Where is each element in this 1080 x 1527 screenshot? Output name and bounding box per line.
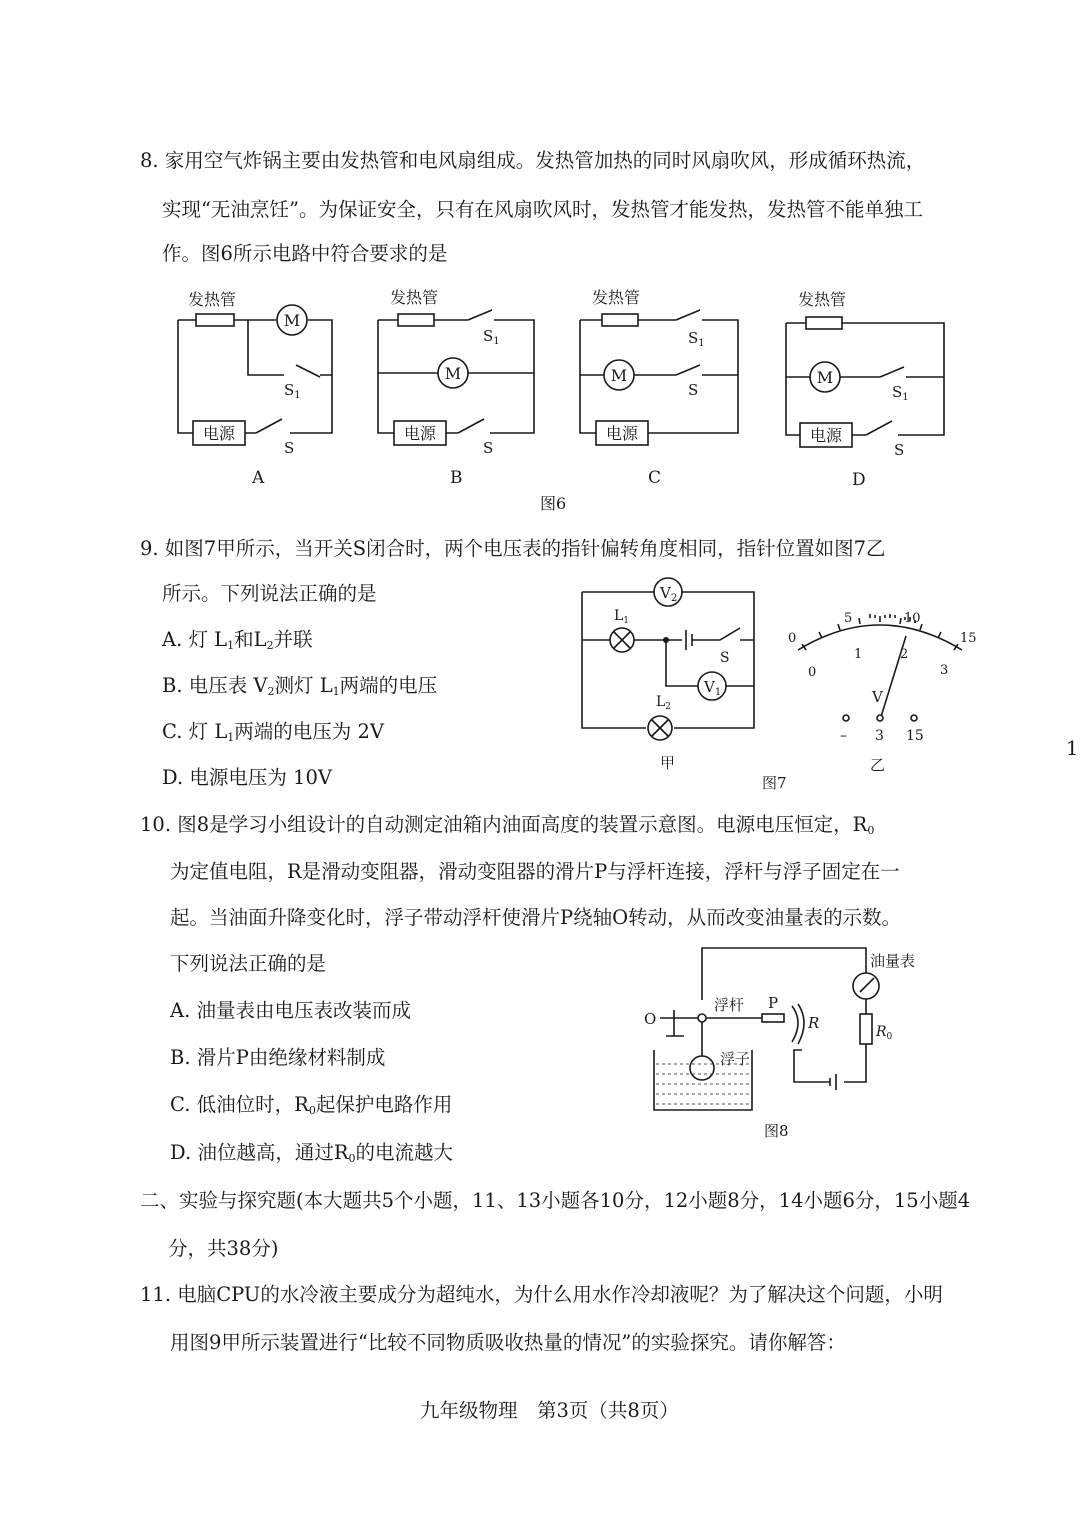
svg-text:10: 10 — [904, 611, 921, 626]
r0-label: $R_0$ — [876, 1024, 893, 1042]
q9-option-b: B. 电压表 $V_2$测灯 $L_1$两端的电压 — [162, 674, 438, 698]
yi-label: 乙 — [870, 756, 886, 774]
power-source-label: 电源 — [403, 424, 437, 443]
q9-stem-line2: 所示。下列说法正确的是 — [162, 582, 377, 605]
circuit-b-label: B — [450, 468, 463, 488]
svg-text:0: 0 — [808, 665, 817, 680]
heater-resistor — [602, 314, 638, 326]
q10-option-a: A. 油量表由电压表改装而成 — [170, 999, 411, 1022]
switch-s1-label: $S_1$ — [483, 327, 500, 347]
q10-option-b: B. 滑片P由绝缘材料制成 — [170, 1046, 386, 1069]
power-source-label: 电源 — [809, 426, 843, 445]
section2-heading-line2: 分，共38分) — [168, 1237, 279, 1260]
motor-label: M — [610, 366, 628, 385]
gauge-label: 油量表 — [870, 952, 916, 970]
q9-option-c: C. 灯 $L_1$两端的电压为 2V — [162, 720, 384, 744]
heater-label: 发热管 — [390, 288, 439, 307]
power-source-label: 电源 — [605, 424, 639, 443]
svg-text:2: 2 — [900, 647, 909, 662]
motor-label: M — [816, 368, 834, 387]
heater-resistor — [196, 314, 234, 326]
heater-resistor — [398, 314, 434, 326]
voltmeter-dial — [788, 611, 977, 774]
float-ball — [690, 1056, 714, 1080]
circuit-a — [178, 290, 332, 488]
heater-label: 发热管 — [798, 290, 847, 309]
q9-stem-line1: 9. 如图7甲所示，当开关S闭合时，两个电压表的指针偏转角度相同，指针位置如图7乙 — [140, 537, 886, 560]
circuit-d-label: D — [852, 470, 866, 490]
v2-label: $V_2$ — [660, 584, 678, 604]
switch-s-label: S — [894, 441, 905, 459]
svg-text:1: 1 — [854, 647, 863, 662]
q11-stem-line2: 用图9甲所示装置进行“比较不同物质吸收热量的情况”的实验探究。请你解答： — [170, 1331, 846, 1354]
r-label: R — [808, 1014, 820, 1032]
q10-stem-line2: 为定值电阻，R是滑动变阻器，滑动变阻器的滑片P与浮杆连接，浮杆与浮子固定在一 — [170, 860, 900, 883]
circuit-c — [580, 288, 738, 488]
svg-text:–: – — [840, 728, 847, 744]
q8-stem-line1: 8. 家用空气炸锅主要由发热管和电风扇组成。发热管加热的同时风扇吹风，形成循环热流， — [140, 149, 926, 172]
svg-text:5: 5 — [844, 611, 853, 626]
heater-label: 发热管 — [592, 288, 641, 307]
axis-o-label: O — [644, 1010, 657, 1028]
l2-label: $L_2$ — [656, 694, 672, 712]
svg-text:15: 15 — [906, 728, 924, 744]
circuit-a-label: A — [252, 468, 265, 488]
jia-label: 甲 — [660, 754, 676, 772]
figure-8 — [640, 940, 940, 1150]
circuit-d — [786, 290, 944, 490]
switch-s-label: S — [284, 439, 295, 457]
r0-resistor — [860, 1014, 872, 1044]
q9-option-a: A. 灯 $L_1$和$L_2$并联 — [162, 628, 313, 652]
svg-text:15: 15 — [960, 631, 977, 646]
motor-label: M — [444, 364, 462, 383]
q11-stem-line1: 11. 电脑CPU的水冷液主要成分为超纯水，为什么用水作冷却液呢？为了解决这个问题，小明 — [140, 1283, 943, 1306]
switch-s1-label: $S_1$ — [284, 381, 301, 401]
slider-p-label: P — [768, 994, 779, 1012]
figure-8-caption: 图8 — [764, 1122, 789, 1140]
figure-7 — [570, 570, 990, 800]
figure-6-caption: 图6 — [540, 494, 567, 513]
float-label: 浮子 — [720, 1050, 751, 1068]
q10-option-c: C. 低油位时，$R_0$起保护电路作用 — [170, 1093, 453, 1117]
meter-unit: V — [872, 688, 883, 706]
rod-label: 浮杆 — [714, 996, 745, 1014]
page-footer: 九年级物理 第3页（共8页） — [420, 1399, 679, 1422]
switch-s-label: S — [483, 439, 494, 457]
svg-text:0: 0 — [788, 631, 797, 646]
circuit-b — [378, 288, 534, 488]
switch-s-label: S — [720, 650, 730, 666]
svg-text:3: 3 — [875, 728, 884, 744]
q10-stem-line1: 10. 图8是学习小组设计的自动测定油箱内油面高度的装置示意图。电源电压恒定，$R_0$ — [140, 813, 875, 837]
power-source-label: 电源 — [202, 424, 236, 443]
heater-resistor — [806, 317, 842, 329]
v1-label: $V_1$ — [704, 678, 722, 698]
switch-s1-label: $S_1$ — [892, 383, 909, 403]
meter-needle — [880, 636, 909, 720]
q10-stem-line3: 起。当油面升降变化时，浮子带动浮杆使滑片P绕轴O转动，从而改变油量表的示数。 — [170, 906, 902, 929]
heater-label: 发热管 — [188, 290, 237, 309]
q8-stem-line2: 实现“无油烹饪”。为保证安全，只有在风扇吹风时，发热管才能发热，发热管不能单独工 — [162, 198, 923, 221]
figure-7-caption: 图7 — [762, 774, 787, 792]
margin-mark: 1 — [1066, 737, 1079, 760]
q8-stem-line3: 作。图6所示电路中符合要求的是 — [162, 242, 448, 265]
figure-6-circuits — [0, 285, 1080, 525]
l1-label: $L_1$ — [614, 608, 630, 626]
circuit-c-label: C — [648, 468, 662, 488]
switch-s1-label: $S_1$ — [688, 329, 705, 349]
q10-stem-line4: 下列说法正确的是 — [170, 952, 327, 975]
motor-label: M — [283, 311, 301, 330]
q9-option-d: D. 电源电压为 10V — [162, 766, 332, 789]
switch-s-label-branch: S — [688, 381, 699, 399]
svg-text:3: 3 — [940, 663, 949, 678]
section2-heading-line1: 二、实验与探究题(本大题共5个小题，11、13小题各10分，12小题8分，14小题6分，15小题4 — [140, 1189, 971, 1212]
q10-option-d: D. 油位越高，通过$R_0$的电流越大 — [170, 1141, 454, 1165]
